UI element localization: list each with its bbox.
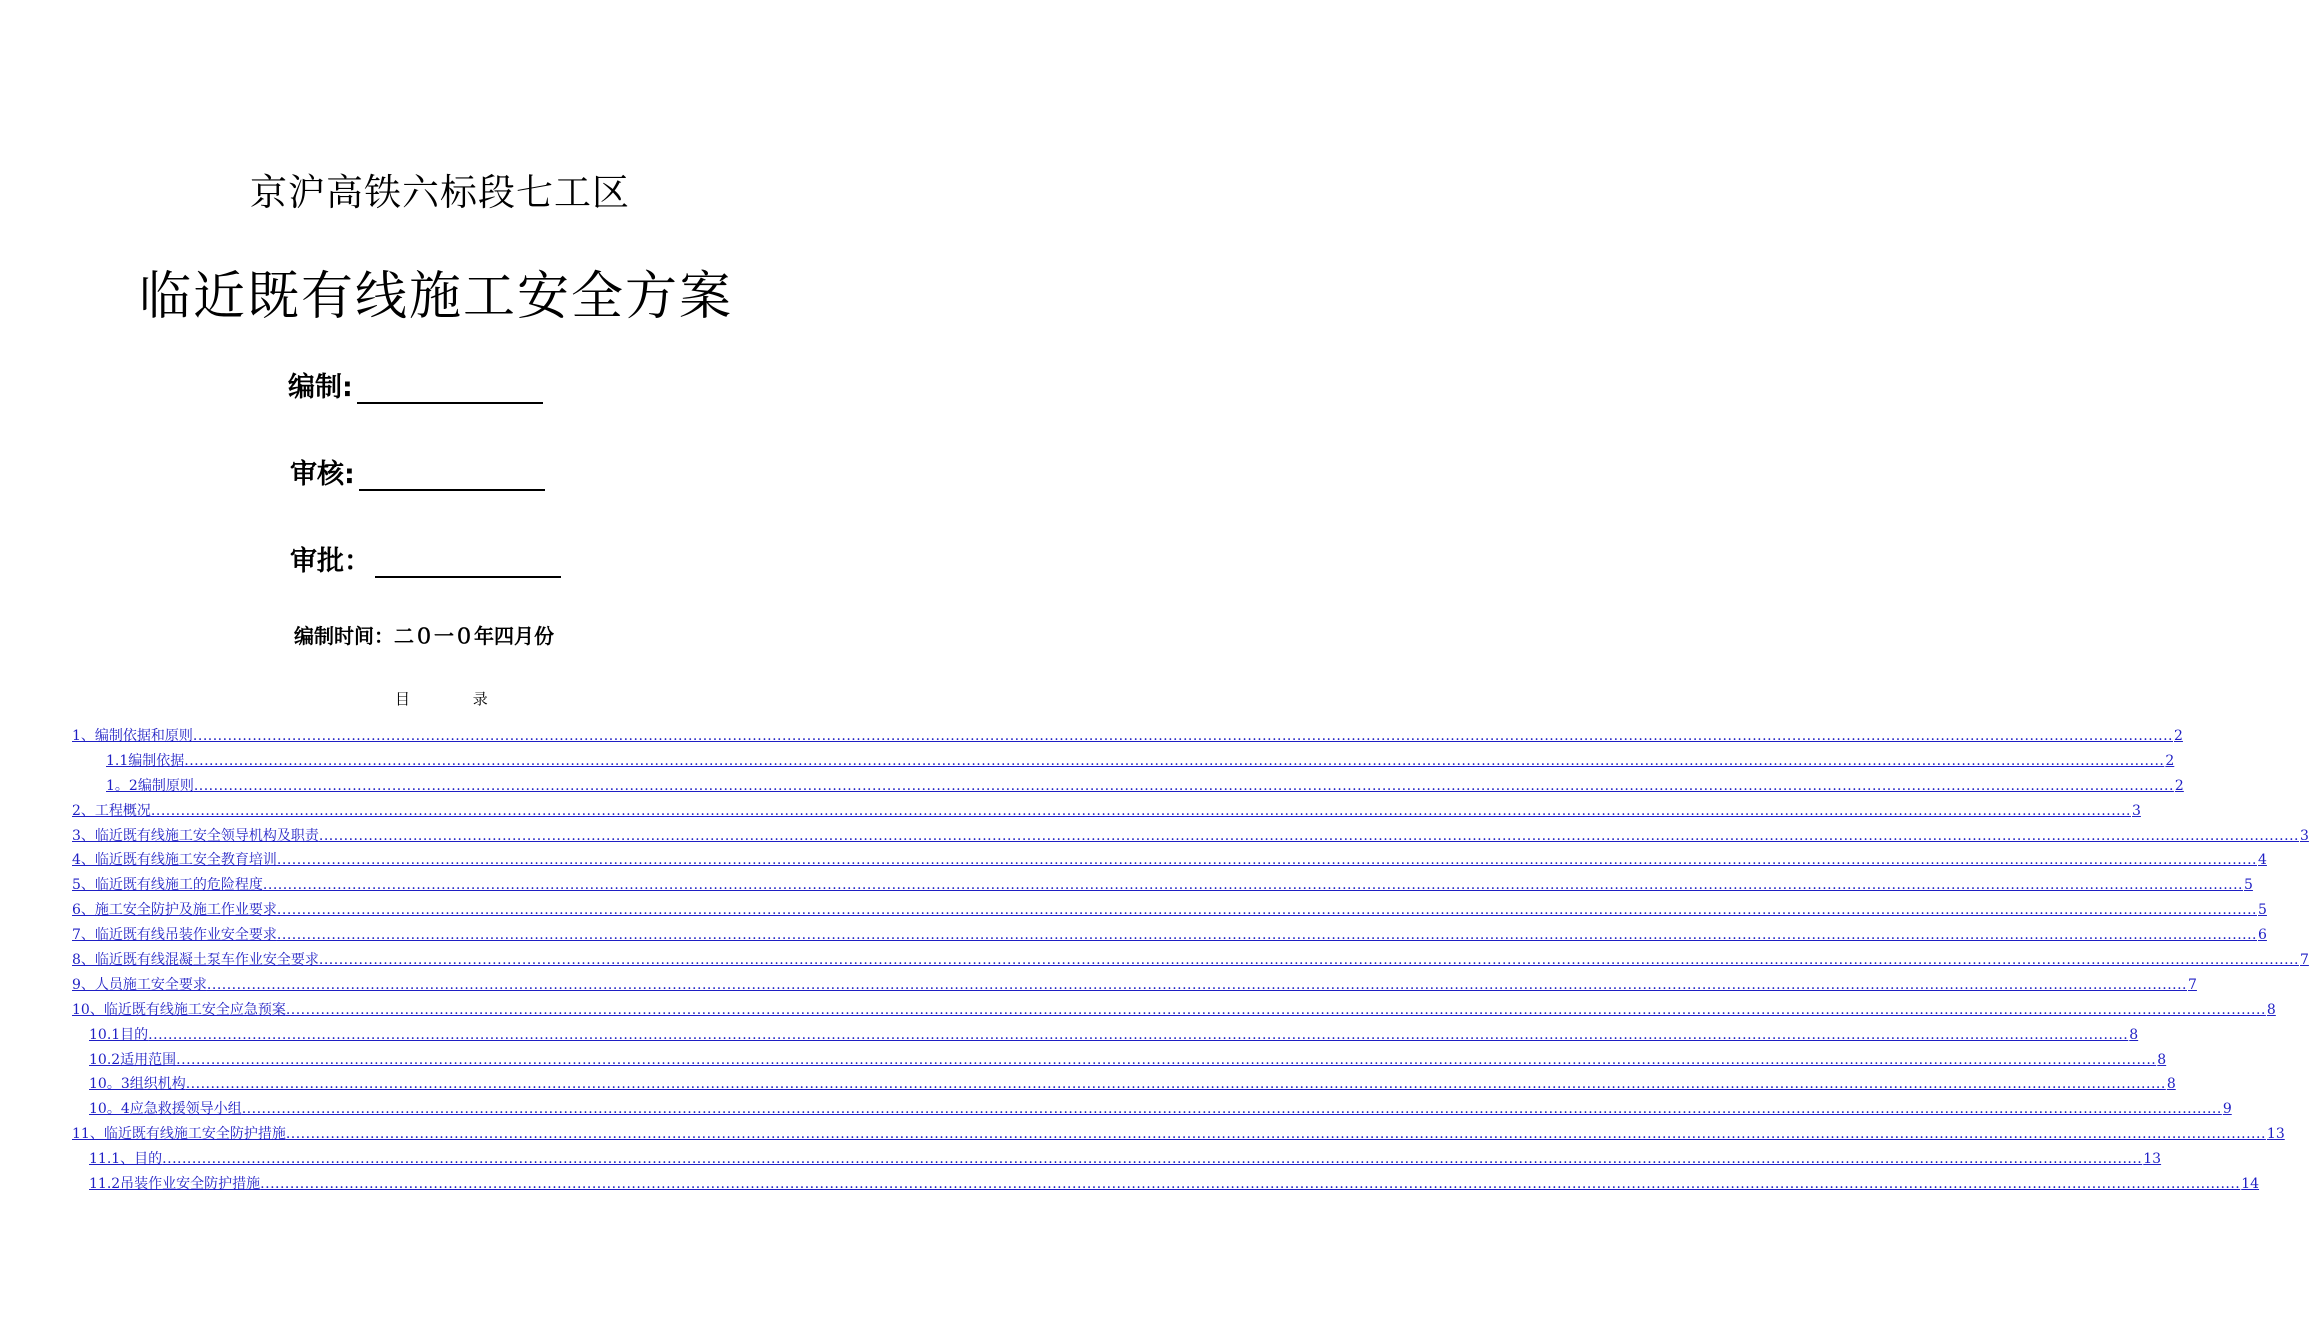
toc-entry-title: 11.1、目的 xyxy=(89,1151,163,1168)
toc-dot-leader: ................................................................................................................................................................................................................................................................................................................................................................................................................ xyxy=(276,852,2257,869)
toc-entry-page: 13 xyxy=(2143,1151,2162,1168)
toc-entry[interactable] xyxy=(72,949,2309,974)
toc-entry-title: 9、人员施工安全要求 xyxy=(72,976,207,993)
toc-dot-leader: ................................................................................................................................................................................................................................................................................................................................................................................................................ xyxy=(241,1101,2222,1118)
toc-entry[interactable] xyxy=(72,1024,2139,1049)
toc-entry[interactable] xyxy=(72,825,2309,850)
toc-entry-title: 5、临近既有线施工的危险程度 xyxy=(72,877,263,894)
toc-entry-page: 3 xyxy=(2132,802,2141,819)
toc-dot-leader: ................................................................................................................................................................................................................................................................................................................................................................................................................ xyxy=(285,1126,2266,1143)
toc-entry-title: 10。3组织机构 xyxy=(89,1076,186,1093)
toc-entry-title: 10、临近既有线施工安全应急预案 xyxy=(72,1001,286,1018)
toc-entry-title: 1.1编制依据 xyxy=(106,752,185,769)
toc-heading-char-1: 目 xyxy=(395,690,411,708)
toc-entry-page: 6 xyxy=(2258,927,2267,944)
toc-dot-leader: ................................................................................................................................................................................................................................................................................................................................................................................................................ xyxy=(192,728,2173,744)
approver-label: 审批： xyxy=(290,546,371,577)
toc-entry[interactable] xyxy=(72,874,2253,899)
toc-entry-title: 6、施工安全防护及施工作业要求 xyxy=(72,902,277,919)
toc-entry[interactable] xyxy=(72,924,2267,949)
toc-dot-leader: ................................................................................................................................................................................................................................................................................................................................................................................................................ xyxy=(184,752,2165,769)
toc-dot-leader: ................................................................................................................................................................................................................................................................................................................................................................................................................ xyxy=(285,1001,2266,1018)
toc-dot-leader: ................................................................................................................................................................................................................................................................................................................................................................................................................ xyxy=(193,777,2174,794)
toc-entry-page: 8 xyxy=(2166,1076,2176,1093)
toc-heading xyxy=(395,688,488,709)
toc-dot-leader: ................................................................................................................................................................................................................................................................................................................................................................................................................ xyxy=(276,902,2257,919)
reviewer-signature-line xyxy=(359,461,545,491)
compiler-signature-line xyxy=(357,374,543,404)
toc-dot-leader: ................................................................................................................................................................................................................................................................................................................................................................................................................ xyxy=(148,1026,2129,1043)
compile-date: 编制时间：二０一０年四月份 xyxy=(294,624,554,648)
toc-entry[interactable] xyxy=(72,1173,2260,1198)
toc-dot-leader: ................................................................................................................................................................................................................................................................................................................................................................................................................ xyxy=(162,1151,2143,1168)
toc-dot-leader: ................................................................................................................................................................................................................................................................................................................................................................................................................ xyxy=(260,1176,2241,1193)
toc-dot-leader: ................................................................................................................................................................................................................................................................................................................................................................................................................ xyxy=(176,1051,2157,1068)
toc-entry[interactable] xyxy=(72,999,2276,1024)
toc-dot-leader: ................................................................................................................................................................................................................................................................................................................................................................................................................ xyxy=(206,976,2187,993)
toc-entry[interactable] xyxy=(72,750,2175,775)
toc-entry[interactable] xyxy=(72,1098,2232,1123)
approver-signature-line xyxy=(375,548,561,578)
toc-entry[interactable] xyxy=(72,1073,2176,1098)
toc-entry-title: 7、临近既有线吊装作业安全要求 xyxy=(72,927,277,944)
toc-entry-title: 4、临近既有线施工安全教育培训 xyxy=(72,852,277,869)
toc-entry-page: 8 xyxy=(2157,1051,2167,1068)
toc-entry-page: 7 xyxy=(2299,952,2309,969)
toc-dot-leader: ................................................................................................................................................................................................................................................................................................................................................................................................................ xyxy=(262,877,2243,894)
toc-entry[interactable] xyxy=(72,775,2184,800)
toc-entry-page: 2 xyxy=(2165,752,2175,769)
toc-entry-title: 10.1目的 xyxy=(89,1026,149,1043)
toc-entry-page: 9 xyxy=(2222,1101,2232,1118)
toc-entry[interactable] xyxy=(72,974,2197,999)
document-title: 临近既有线施工安全方案 xyxy=(138,267,733,327)
toc-entry-title: 11.2吊装作业安全防护措施 xyxy=(89,1176,261,1193)
document-subtitle: 京沪高铁六标段七工区 xyxy=(250,171,630,214)
reviewer-field xyxy=(290,455,545,491)
toc-entry-page: 8 xyxy=(2129,1026,2139,1043)
toc-entry[interactable] xyxy=(72,1148,2162,1173)
toc-entry-page: 8 xyxy=(2266,1001,2276,1018)
toc-dot-leader: ................................................................................................................................................................................................................................................................................................................................................................................................................ xyxy=(318,827,2299,844)
toc-heading-char-2: 录 xyxy=(472,690,488,708)
toc-entry[interactable] xyxy=(72,800,2141,825)
toc-entry-page: 3 xyxy=(2299,827,2309,844)
toc-entry-page: 13 xyxy=(2266,1126,2285,1143)
toc-entry-title: 1。2编制原则 xyxy=(106,777,194,794)
toc-entry-page: 14 xyxy=(2241,1176,2260,1193)
toc-entry[interactable] xyxy=(72,725,2183,750)
compiler-field xyxy=(288,368,543,404)
toc-entry-title: 10.2适用范围 xyxy=(89,1051,177,1068)
toc-entry[interactable] xyxy=(72,899,2267,924)
toc-entry-title: 10。4应急救援领导小组 xyxy=(89,1101,242,1118)
toc-entry-title: 3、临近既有线施工安全领导机构及职责 xyxy=(72,827,319,844)
approver-field xyxy=(290,542,561,578)
toc-entry-title: 11、临近既有线施工安全防护措施 xyxy=(72,1126,286,1143)
compiler-label: 编制: xyxy=(288,372,353,403)
toc-entry-page: 4 xyxy=(2258,852,2267,869)
toc-dot-leader: ................................................................................................................................................................................................................................................................................................................................................................................................................ xyxy=(318,952,2299,969)
toc-dot-leader: ................................................................................................................................................................................................................................................................................................................................................................................................................ xyxy=(150,802,2131,819)
toc-entry-title: 1、编制依据和原则 xyxy=(72,728,193,744)
reviewer-label: 审核: xyxy=(290,459,355,490)
toc-entry-title: 2、工程概况 xyxy=(72,802,151,819)
toc-entry[interactable] xyxy=(72,1123,2285,1148)
toc-entry-page: 2 xyxy=(2174,728,2183,744)
toc-dot-leader: ................................................................................................................................................................................................................................................................................................................................................................................................................ xyxy=(185,1076,2166,1093)
toc-entry-title: 8、临近既有线混凝土泵车作业安全要求 xyxy=(72,952,319,969)
toc-entry[interactable] xyxy=(72,849,2267,874)
toc-entry-page: 2 xyxy=(2174,777,2184,794)
toc-entry-page: 7 xyxy=(2188,976,2197,993)
toc-entry-page: 5 xyxy=(2244,877,2253,894)
toc-entry[interactable] xyxy=(72,1049,2167,1074)
table-of-contents xyxy=(72,725,2309,1198)
toc-entry-page: 5 xyxy=(2258,902,2267,919)
toc-dot-leader: ................................................................................................................................................................................................................................................................................................................................................................................................................ xyxy=(276,927,2257,944)
